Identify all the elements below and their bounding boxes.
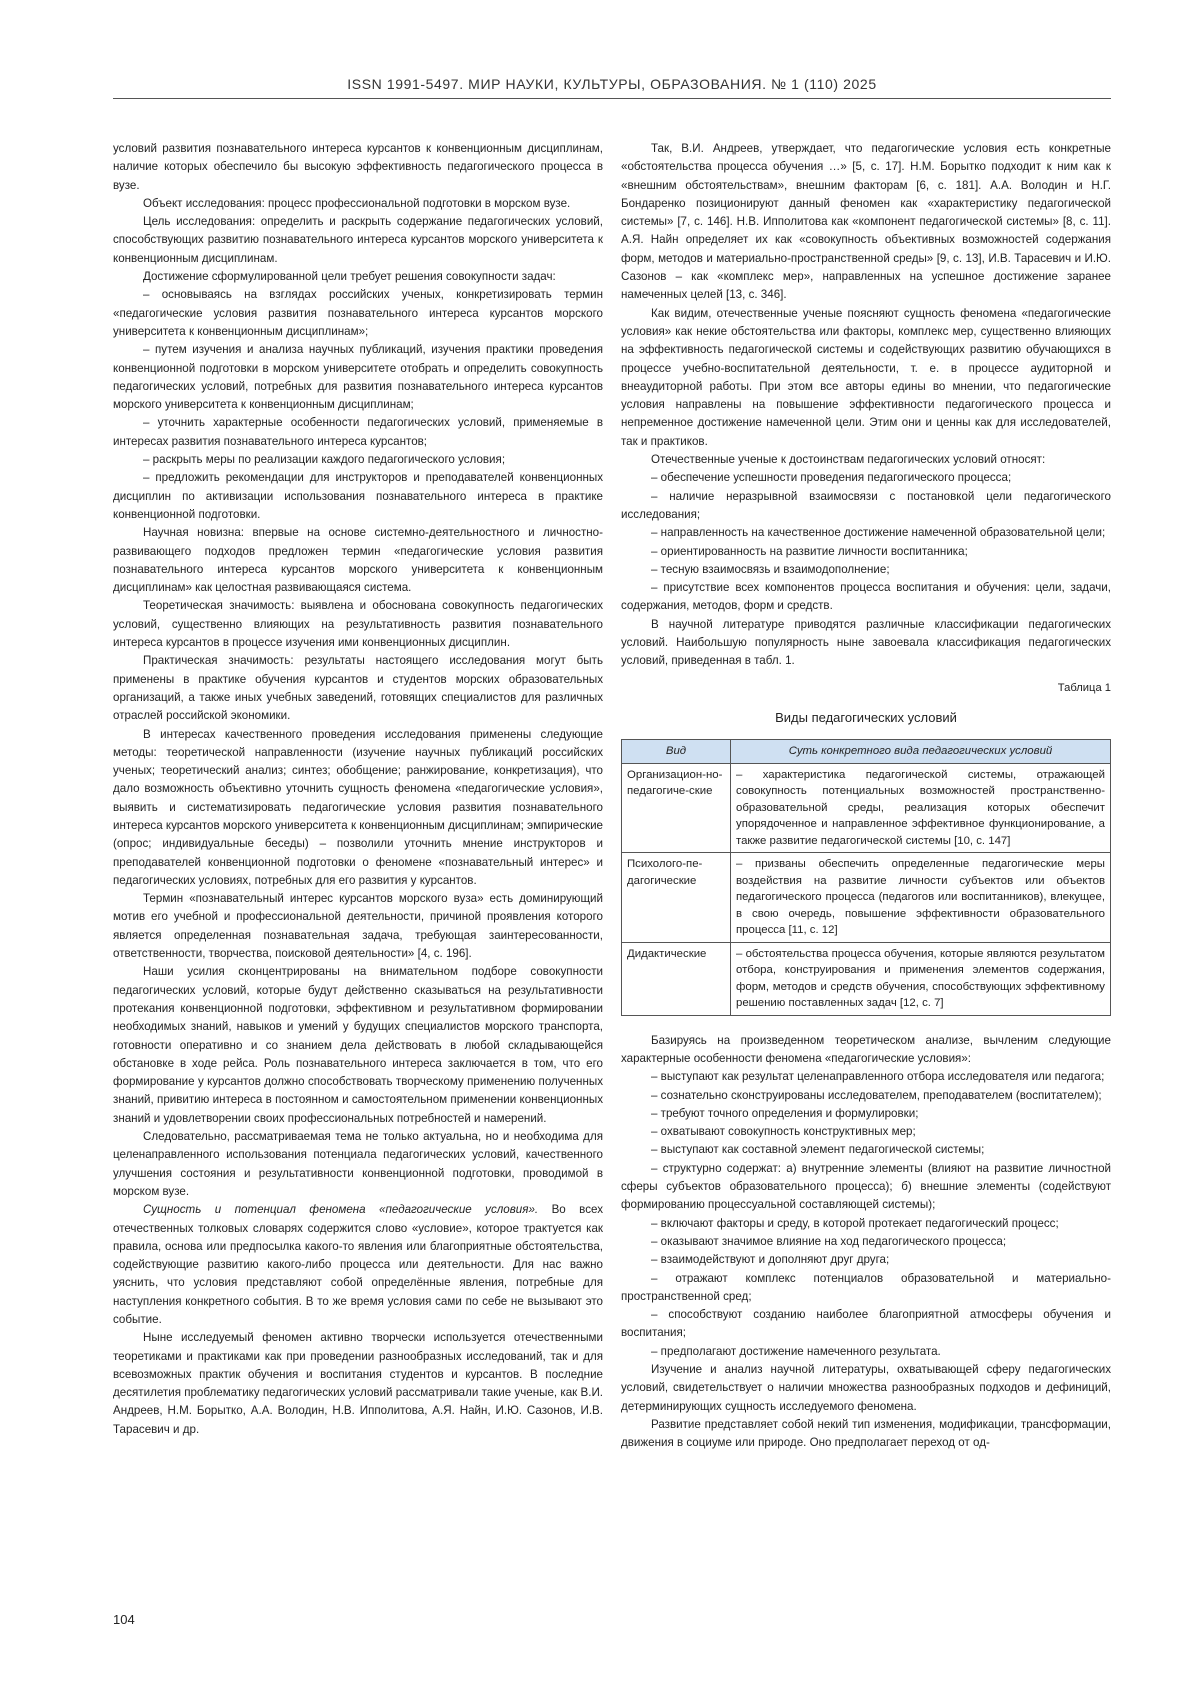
list-item: – основываясь на взглядах российских ученых, конкретизировать термин «педагогические условия развития познавательного интереса курсантов морского университета к конвенционным дисциплинам»; — [113, 286, 603, 341]
paragraph: Так, В.И. Андреев, утверждает, что педагогические условия есть конкретные «обстоятельства процесса обучения …» [5, с. 17]. Н.М. Борытко подходит к ним как к «внешним обстоятельствам», внешним факторам [6, с. 181]. А.А. Володин и Н.Г. Бондаренко позиционируют данный феномен как «характеристику педагогической системы» [7, с. 146]. Н.В. Ипполитова как «компонент педагогической системы» [8, с. 11]. А.Я. Найн определяет их как «совокупность объективных возможностей содержания форм, методов и материально-пространственной среды» [9, с. 13], И.В. Тарасевич и И.Ю. Сазонов – как «комплекс мер», направленных на успешное достижение заранее намеченных целей [13, с. 346]. — [621, 140, 1111, 305]
list-item: – наличие неразрывной взаимосвязи с постановкой цели педагогического исследования; — [621, 488, 1111, 525]
paragraph: Базируясь на произведенном теоретическом анализе, вычленим следующие характерные особенности феномена «педагогические условия»: — [621, 1032, 1111, 1069]
conditions-table — [621, 739, 1111, 1016]
paragraph: В научной литературе приводятся различные классификации педагогических условий. Наибольшую популярность ныне завоевала классификация педагогических условий, приведенная в табл. 1. — [621, 616, 1111, 671]
table-row — [622, 853, 1111, 943]
table-cell-desc: – обстоятельства процесса обучения, которые являются результатом отбора, конструирования и применения элементов содержания, форм, методов и средств обучения, способствующих эффективному решению поставленных задач [12, с. 7] — [731, 942, 1111, 1015]
list-item: – взаимодействуют и дополняют друг друга; — [621, 1251, 1111, 1269]
list-item: – отражают комплекс потенциалов образовательной и материально-пространственной сред; — [621, 1270, 1111, 1307]
paragraph: Развитие представляет собой некий тип изменения, модификации, трансформации, движения в социуме или природе. Оно предполагает переход от од- — [621, 1416, 1111, 1453]
paragraph: В интересах качественного проведения исследования применены следующие методы: теоретической направленности (изучение научных публикаций российских ученых; теоретический анализ; синтез; обобщение; ранжирование, конкретизация), что дало возможность объективно уточнить сущность феномена «педагогические условия», выявить и систематизировать педагогические условия развития познавательного интереса курсантов морского университета к конвенционным дисциплинам; эмпирические (опрос; индивидуальные беседы) – позволили уточнить мнение инструкторов и преподавателей конвенционной подготовки о феномене «познавательный интерес» и педагогических условиях, потребных для его развития у курсантов. — [113, 726, 603, 891]
right-column-bottom-text — [621, 1032, 1111, 1453]
paragraph: Термин «познавательный интерес курсантов морского вуза» есть доминирующий мотив его учебной и профессиональной деятельности, причиной проявления которого является определенная познавательная задача, требующая заинтересованности, ответственности, творчества, поисковой деятельности» [4, с. 196]. — [113, 890, 603, 963]
journal-header — [113, 76, 1111, 99]
list-item: – включают факторы и среду, в которой протекает педагогический процесс; — [621, 1215, 1111, 1233]
table-cell-desc: – призваны обеспечить определенные педагогические меры воздействия на развитие личности субъектов или объектов педагогического процесса (педагогов или воспитанников), влекущее, в свою очередь, повышение эффективности образовательного процесса [11, с. 12] — [731, 853, 1111, 943]
table-header-row — [622, 740, 1111, 764]
table-row — [622, 942, 1111, 1015]
paragraph — [113, 1201, 603, 1329]
list-item: – требуют точного определения и формулировки; — [621, 1105, 1111, 1123]
list-item: – ориентированность на развитие личности воспитанника; — [621, 543, 1111, 561]
paragraph: Цель исследования: определить и раскрыть содержание педагогических условий, способствующих развитию познавательного интереса курсантов морского университета к конвенционным дисциплинам. — [113, 213, 603, 268]
paragraph: Следовательно, рассматриваемая тема не только актуальна, но и необходима для целенаправленного использования потенциала педагогических условий, качественного улучшения состояния и результативности конвенционной подготовки, проводимой в морском вузе. — [113, 1128, 603, 1201]
list-item: – оказывают значимое влияние на ход педагогического процесса; — [621, 1233, 1111, 1251]
paragraph: Как видим, отечественные ученые поясняют сущность феномена «педагогические условия» как некие обстоятельства или факторы, комплекс мер, существенно влияющих на эффективность педагогической системы и содействующих развитию обучающихся в процессе учебно-воспитательной деятельности, т. е. в процессе аудиторной и внеаудиторной работы. При этом все авторы едины во мнении, что педагогические условия направлены на повышение эффективности педагогического процесса и непременное достижение намеченной цели. Этим они и ценны как для исследователей, так и практиков. — [621, 305, 1111, 451]
list-item: – направленность на качественное достижение намеченной образовательной цели; — [621, 524, 1111, 542]
list-item: – путем изучения и анализа научных публикаций, изучения практики проведения конвенционной подготовки в морском университете отобрать и определить совокупность педагогических условий, потребных для развития познавательного интереса курсантов морского университета к конвенционным дисциплинам; — [113, 341, 603, 414]
paragraph: Научная новизна: впервые на основе системно-деятельностного и личностно-развивающего подходов предложен термин «педагогические условия развития познавательного интереса курсантов морского университета к конвенционным дисциплинам» как целостная развивающаяся система. — [113, 524, 603, 597]
list-item: – выступают как составной элемент педагогической системы; — [621, 1141, 1111, 1159]
list-item: – охватывают совокупность конструктивных мер; — [621, 1123, 1111, 1141]
list-item: – предложить рекомендации для инструкторов и преподавателей конвенционных дисциплин по активизации использования познавательного интереса в практике конвенционной подготовки. — [113, 469, 603, 524]
left-column — [113, 140, 603, 1439]
table-label: Таблица 1 — [621, 679, 1111, 697]
journal-header-title: ISSN 1991-5497. МИР НАУКИ, КУЛЬТУРЫ, ОБРАЗОВАНИЯ. № 1 (110) 2025 — [347, 76, 876, 92]
paragraph: Объект исследования: процесс профессиональной подготовки в морском вузе. — [113, 195, 603, 213]
table-cell-desc: – характеристика педагогической системы, отражающей совокупность потенциальных возможностей пространственно-образовательной среды, реализация которых обеспечит упорядоченное и направленное эффективное функционирование, а также развитие педагогической системы [10, с. 147] — [731, 763, 1111, 853]
table-cell-kind: Психолого-пе-дагогические — [622, 853, 731, 943]
right-column — [621, 140, 1111, 1453]
paragraph: Практическая значимость: результаты настоящего исследования могут быть применены в практике обучения курсантов и студентов морских образовательных организаций, а также иных учебных заведений, готовящих специалистов для различных отраслей российской экономики. — [113, 652, 603, 725]
table-header-essence: Суть конкретного вида педагогических условий — [731, 740, 1111, 764]
table-caption: Виды педагогических условий — [621, 709, 1111, 727]
list-item: – раскрыть меры по реализации каждого педагогического условия; — [113, 451, 603, 469]
table-header-kind: Вид — [622, 740, 731, 764]
list-item: – способствуют созданию наиболее благоприятной атмосферы обучения и воспитания; — [621, 1306, 1111, 1343]
list-item: – выступают как результат целенаправленного отбора исследователя или педагога; — [621, 1068, 1111, 1086]
paragraph: Отечественные ученые к достоинствам педагогических условий относят: — [621, 451, 1111, 469]
list-item: – присутствие всех компонентов процесса воспитания и обучения: цели, задачи, содержания, методов, форм и средств. — [621, 579, 1111, 616]
table-cell-kind: Дидактические — [622, 942, 731, 1015]
list-item: – тесную взаимосвязь и взаимодополнение; — [621, 561, 1111, 579]
paragraph: Ныне исследуемый феномен активно творчески используется отечественными теоретиками и практиками как при проведении разнообразных исследований, так и для всевозможных практик обучения и воспитания студентов и курсантов. В последние десятилетия проблематику педагогических условий рассматривали такие ученые, как В.И. Андреев, Н.М. Борытко, А.А. Володин, Н.В. Ипполитова, А.Я. Найн, И.Ю. Сазонов, И.В. Тарасевич и др. — [113, 1329, 603, 1439]
table-cell-kind: Организацион-но-педагогиче-ские — [622, 763, 731, 853]
paragraph: условий развития познавательного интереса курсантов к конвенционным дисциплинам, наличие которых обеспечило бы высокую эффективность педагогического процесса в вузе. — [113, 140, 603, 195]
list-item: – предполагают достижение намеченного результата. — [621, 1343, 1111, 1361]
paragraph: Наши усилия сконцентрированы на внимательном подборе совокупности педагогических условий, которые будут действенно сказываться на результативности протекания конвенционной подготовки, эффективном и результативном формировании необходимых знаний, навыков и умений у будущих специалистов морского транспорта, готовности оперативно и со знанием дела действовать в любой складывающейся обстановке в ходе рейса. Роль познавательного интереса заключается в том, что его формирование у курсантов должно способствовать творческому применению полученных знаний, привитию интереса в постоянном и самостоятельном применении конвенционных знаний и удовлетворении своих профессиональных потребностей и намерений. — [113, 963, 603, 1128]
section-heading-inline: Сущность и потенциал феномена «педагогические условия». — [143, 1203, 538, 1216]
list-item: – обеспечение успешности проведения педагогического процесса; — [621, 469, 1111, 487]
right-column-top-text — [621, 140, 1111, 671]
list-item: – структурно содержат: а) внутренние элементы (влияют на развитие личностной сферы субъектов образовательного процесса); б) внешние элементы (содействуют формированию процессуальной составляющей системы); — [621, 1160, 1111, 1215]
paragraph: Теоретическая значимость: выявлена и обоснована совокупность педагогических условий, существенно влияющих на результативность развития познавательного интереса курсантов в процессе изучения ими конвенционных дисциплин. — [113, 597, 603, 652]
table-row — [622, 763, 1111, 853]
list-item: – уточнить характерные особенности педагогических условий, применяемые в интересах развития познавательного интереса курсантов; — [113, 414, 603, 451]
list-item: – сознательно сконструированы исследователем, преподавателем (воспитателем); — [621, 1087, 1111, 1105]
paragraph: Изучение и анализ научной литературы, охватывающей сферу педагогических условий, свидетельствует о наличии множества разнообразных подходов и дефиниций, детерминирующих сущность исследуемого феномена. — [621, 1361, 1111, 1416]
paragraph-text: Во всех отечественных толковых словарях содержится слово «условие», которое трактуется как правила, основа или предпосылка какого-то явления или благоприятные обстоятельства, содействующие развитию какого-либо процесса или деятельности. Для нас важно уяснить, что условия представляют собой определённые явления, потребные для наступления конкретного события. В то же время условия сами по себе не вызывают это событие. — [113, 1203, 603, 1326]
paragraph: Достижение сформулированной цели требует решения совокупности задач: — [113, 268, 603, 286]
page-number: 104 — [113, 1612, 135, 1627]
